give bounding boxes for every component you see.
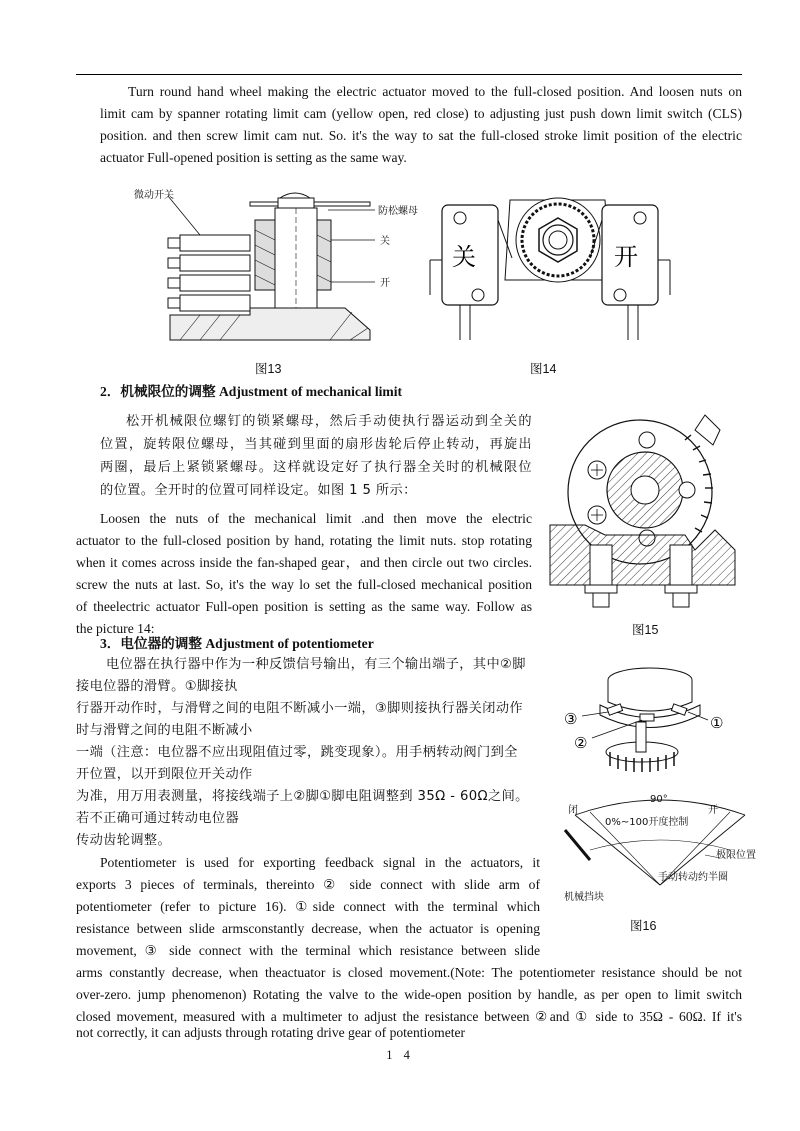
fig16-terminal-3: ③ [564,710,578,728]
intro-line-1: Turn round hand wheel making the electric actuator moved to the full-closed position. And loosen nuts on [128,84,742,99]
figure-14-cam-switches [430,180,670,350]
fig13-label-open: 开 [380,278,390,289]
section-2-cn-line-1: 松开机械限位螺钉的锁紧螺母，然后手动使执行器运动到全关的 [126,414,532,429]
section-3-cn-line-9: 传动齿轮调整。 [76,833,172,848]
section-3-en-line-8: closed movement, measured with a multimeter to adjust the resistance between ②and ① side to 35Ω - 60Ω. If it's [76,1009,742,1024]
section-2-en-line-5: of theelectric actuator Full-open position is setting as the same way. Follow as [76,599,532,614]
section-3-cn-line-3: 行器开动作时，与滑臂之间的电阻不断减小一端，③脚则接执行器关闭动作 [76,701,524,716]
section-3-heading: 3．电位器的调整 Adjustment of potentiometer [100,636,374,651]
header-rule [76,74,742,75]
fig16-terminal-2: ② [574,734,588,752]
section-3-cn-line-2: 接电位器的滑臂。①脚接执 [76,679,238,694]
fig13-label-micro-switch: 微动开关 [134,190,174,201]
section-3-cn-line-6: 开位置，以开到限位开关动作 [76,767,253,782]
section-2-en-line-6: the picture 14: [76,621,155,636]
section-3-cn-line-5: 一端（注意：电位器不应出现阻值过零，跳变现象）。用手柄转动阀门到全 [76,745,518,760]
figure-13-caption: 图13 [255,362,282,376]
fig16-label-angle: 90° [650,794,668,805]
fig14-label-close: 关 [452,243,476,271]
section-3-en-line-7: over-zero. jump phenomenon) Rotating the valve to the wide-open position by handle, as per open to limit switch [76,987,742,1002]
figure-16-potentiometer [560,650,730,780]
section-2-cn-line-3: 两圈，最后上紧锁紧螺母。这样就设定好了执行器全关时的机械限位 [100,460,532,475]
fig16-label-hand-half-turn: 手动转动约半圈 [658,872,728,883]
section-3-en-line-2: exports 3 pieces of terminals, thereinto ② side connect with slide arm of [76,877,540,892]
section-3-cn-line-4: 时与滑臂之间的电阻不断减小 [76,723,253,738]
section-3-en-line-3: potentiometer (refer to picture 16). ①side connect with the terminal which [76,899,540,914]
figure-13-limit-switch-assembly [130,180,418,350]
section-3-en-line-9: not correctly, it can adjusts through rotating drive gear of potentiometer [76,1025,466,1040]
fig16-label-mech-stop: 机械挡块 [564,892,604,903]
section-3-cn-line-8: 若不正确可通过转动电位器 [76,811,240,826]
section-3-en-line-4: resistance between slide armsconstantly decrease, when the actuator is opening [76,921,540,936]
intro-line-4: actuator Full-opened position is setting as the same way. [100,150,407,165]
figure-16-range-diagram [560,790,760,915]
section-2-heading: 2．机械限位的调整 Adjustment of mechanical limit [100,384,403,399]
section-3-en-line-5: movement, ③ side connect with the terminal which resistance between slide [76,943,540,958]
figure-14-caption: 图14 [530,362,557,376]
fig16-label-open: 开 [708,805,718,816]
section-3-en-line-1: Potentiometer is used for exporting feedback signal in the actuators, it [100,855,540,870]
fig14-label-open: 开 [614,243,638,271]
fig13-label-close: 关 [380,236,390,247]
section-2-cn-line-2: 位置，旋转限位螺母，当其碰到里面的扇形齿轮后停止转动，再旋出 [100,437,532,452]
section-2-en-line-2: actuator to the full-closed position by hand, rotating the limit nuts. stop rotating [76,533,532,548]
intro-line-3: position. and then screw limit cam nut. So. it's the way to sat the full-closed stroke limit position of the electric [100,128,742,143]
section-2-en-line-1: Loosen the nuts of the mechanical limit .and then move the electric [100,511,532,526]
intro-line-2: limit cam by spanner rotating limit cam (yellow open, red close) to adjusting just push down limit switch (CLS) [100,106,742,121]
section-2-cn-line-4: 的位置。全开时的位置可同样设定。如图 1 5 所示： [100,483,417,498]
section-2-en-line-4: screw the nuts at last. So, it's the way lo set the full-closed mechanical position [76,577,532,592]
section-3-cn-line-7: 为准，用万用表测量，将接线端子上②脚①脚电阻调整到 35Ω - 60Ω之间。 [76,789,529,804]
figure-15-mechanical-limit [545,410,745,610]
fig16-terminal-1: ① [710,714,724,732]
figure-15-caption: 图15 [632,623,659,637]
figure-16-caption: 图16 [630,919,657,933]
fig16-label-close: 闭 [568,805,578,816]
section-2-en-line-3: when it comes across inside the fan-shaped gear，and then circle out two circles. [76,555,532,570]
section-3-en-line-6: arms constantly decrease, when theactuator is closed movement.(Note: The potentiometer resistance should be not [76,965,742,980]
section-3-cn-line-1: 电位器在执行器中作为一种反馈信号输出，有三个输出端子，其中②脚 [106,657,526,672]
fig16-label-limit-position: 极限位置 [716,850,756,861]
fig16-label-range: 0%~100开度控制 [605,817,689,828]
fig13-label-lock-nut: 防松螺母 [378,206,418,217]
page-number: 1 4 [386,1048,414,1062]
